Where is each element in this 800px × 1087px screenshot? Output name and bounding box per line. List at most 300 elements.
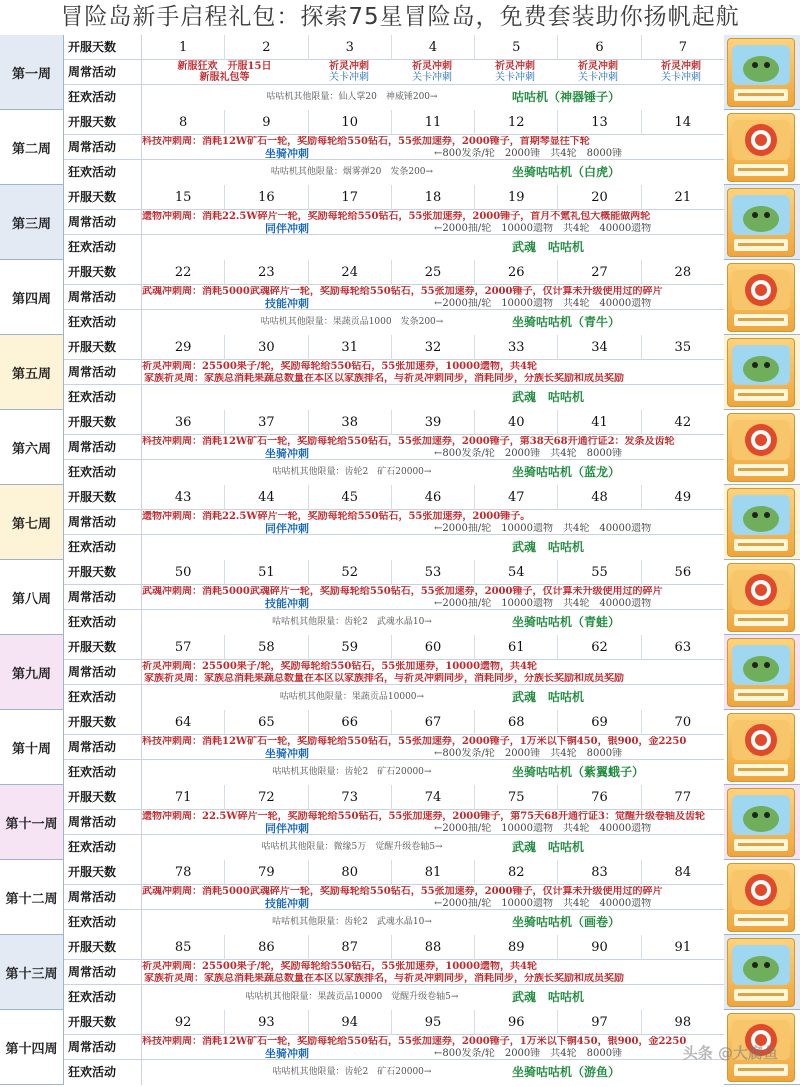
- weekly-sub-activity: 家族祈灵周：家族总消耗果蔬总数量在本区以家族排名，与祈灵冲刺同步，消耗同步，分族长奖励和成员奖励: [144, 673, 624, 684]
- sprint-box-bottom: 关卡冲刺: [412, 72, 452, 83]
- weekly-sub-activity: 技能冲刺: [265, 598, 309, 610]
- day-number: 48: [558, 485, 641, 510]
- weekly-activity-text: 科技冲刺周：消耗12W矿石一轮，奖励每轮给550钻石，55张加速券，2000锤子，1万米以下铜450，银900，金2250: [142, 1036, 687, 1047]
- sprint-box-bottom: 关卡冲刺: [578, 72, 618, 83]
- day-number: 11: [392, 110, 475, 135]
- day-number: 6: [558, 35, 641, 60]
- reward-card-thumbnail: [727, 563, 795, 632]
- week-label: 第十四周: [0, 1010, 64, 1085]
- week-label: 第十二周: [0, 860, 64, 935]
- carnival-machine: 武魂 咕咕机: [512, 690, 585, 704]
- carnival-machine: 坐骑咕咕机（青蛙）: [512, 615, 621, 629]
- carnival-row: [64, 160, 724, 185]
- carnival-row: [64, 235, 724, 260]
- row-label-carnival: 狂欢活动: [64, 610, 142, 635]
- row-label-carnival: 狂欢活动: [64, 160, 142, 185]
- weekly-sub-activity: 同伴冲刺: [265, 823, 309, 835]
- page-title: 冒险岛新手启程礼包：探索75星冒险岛，免费套装助你扬帆起航: [60, 4, 740, 30]
- row-label-carnival: 狂欢活动: [64, 85, 142, 110]
- days-row: [64, 485, 724, 510]
- row-label-weekly: 周常活动: [64, 510, 142, 535]
- carnival-limited-items: 咕咕机其他限量：齿轮2 矿石20000→: [272, 767, 432, 777]
- row-label-days: 开服天数: [64, 635, 142, 660]
- week-block: [0, 410, 800, 485]
- day-number: 92: [142, 1010, 225, 1035]
- weekly-activity-text: 遗物冲刺周：22.5W碎片一轮，奖励每轮给550钻石，55张加速券，2000锤子，第75天68开通行证3：觉醒升级卷轴及齿轮: [142, 811, 705, 822]
- row-label-carnival: 狂欢活动: [64, 1060, 142, 1085]
- day-number: 47: [475, 485, 558, 510]
- day-number: 86: [225, 935, 308, 960]
- row-label-carnival: 狂欢活动: [64, 310, 142, 335]
- day-number: 41: [558, 410, 641, 435]
- artifact-ring-icon: [728, 714, 794, 781]
- weekly-reward-note: ←800发条/轮 2000锤 共4轮 8000锤: [434, 1048, 623, 1059]
- weekly-activity-text: 祈灵冲刺周：25500果子/轮，奖励每轮给550钻石，55张加速券，10000遗物，共4轮: [142, 361, 537, 372]
- sprint-box: [391, 61, 473, 84]
- weekly-activity-text: 武魂冲刺周：消耗5000武魂碎片一轮，奖励每轮给550钻石，55张加速券，2000锤子，仅计算未升级使用过的碎片: [142, 286, 663, 297]
- day-number: 36: [142, 410, 225, 435]
- day-number: 14: [674, 115, 692, 130]
- row-label-days: 开服天数: [64, 335, 142, 360]
- day-number: 27: [558, 260, 641, 285]
- carnival-machine: 武魂 咕咕机: [512, 390, 585, 404]
- days-row: [64, 710, 724, 735]
- week-block: [0, 560, 800, 635]
- launch-event-line: 新服狂欢 开服15日: [177, 61, 272, 72]
- day-number: 93: [225, 1010, 308, 1035]
- day-number: 55: [558, 560, 641, 585]
- day-number: 5: [475, 35, 558, 60]
- weekly-activity-row: [64, 510, 724, 535]
- reward-card-thumbnail: [727, 938, 795, 1007]
- row-label-days: 开服天数: [64, 785, 142, 810]
- weekly-sub-activity: 坐骑冲刺: [265, 448, 309, 460]
- row-label-carnival: 狂欢活动: [64, 535, 142, 560]
- week-label: 第十一周: [0, 785, 64, 860]
- artifact-ring-icon: [728, 414, 794, 481]
- weekly-sub-activity: 技能冲刺: [265, 898, 309, 910]
- day-number: 87: [309, 935, 392, 960]
- day-number: 51: [225, 560, 308, 585]
- weekly-activity-text: 科技冲刺周：消耗12W矿石一轮，奖励每轮给550钻石，55张加速券，2000锤子，1万米以下铜450，银900，金2250: [142, 736, 687, 747]
- weekly-activity-row: [64, 735, 724, 760]
- day-number: 98: [674, 1015, 692, 1030]
- carnival-row: [64, 835, 724, 860]
- week-label: 第一周: [0, 35, 64, 110]
- reward-card-thumbnail: [727, 38, 795, 107]
- reward-card-thumbnail: [727, 263, 795, 332]
- reward-card-thumbnail: [727, 713, 795, 782]
- week-block: [0, 260, 800, 335]
- weekly-sub-activity: 技能冲刺: [265, 298, 309, 310]
- weekly-sub-activity: 坐骑冲刺: [265, 1048, 309, 1060]
- reward-card-thumbnail: [727, 188, 795, 257]
- carnival-limited-items: [202, 385, 502, 410]
- day-number: 38: [309, 410, 392, 435]
- days-row: [64, 35, 724, 60]
- carnival-limited-items: 咕咕机其他限量：齿轮2 武魂水晶10→: [272, 917, 432, 927]
- row-label-carnival: 狂欢活动: [64, 235, 142, 260]
- mount-creature-icon: [728, 189, 794, 256]
- weekly-activity-text: 遗物冲刺周：消耗22.5W碎片一轮，奖励每轮给550钻石，55张加速券，2000锤子，首月不氪礼包大概能做两轮: [142, 211, 651, 222]
- weekly-activity-row: [64, 360, 724, 385]
- launch-event: [142, 61, 307, 84]
- sprint-box-top: 祈灵冲刺: [661, 61, 701, 72]
- reward-card-thumbnail: [727, 488, 795, 557]
- row-label-weekly: 周常活动: [64, 810, 142, 835]
- carnival-machine: 咕咕机（神器锤子）: [512, 90, 621, 104]
- weekly-activity-row: [64, 135, 724, 160]
- weekly-sub-activity: 同伴冲刺: [265, 523, 309, 535]
- weekly-activity-row: [64, 210, 724, 235]
- row-label-weekly: 周常活动: [64, 885, 142, 910]
- day-number: 49: [674, 490, 692, 505]
- weekly-activity-text: 科技冲刺周：消耗12W矿石一轮，奖励每轮给550钻石，55张加速券，2000锤子，首期琴显往下轮: [142, 136, 590, 147]
- row-label-weekly: 周常活动: [64, 585, 142, 610]
- weekly-activity-text: 武魂冲刺周：消耗5000武魂碎片一轮，奖励每轮给550钻石，55张加速券，2000锤子，仅计算未升级使用过的碎片: [142, 886, 663, 897]
- week-block: [0, 110, 800, 185]
- day-number: 95: [392, 1010, 475, 1035]
- row-label-weekly: 周常活动: [64, 60, 142, 85]
- day-number: 25: [392, 260, 475, 285]
- row-label-weekly: 周常活动: [64, 210, 142, 235]
- day-number: 72: [225, 785, 308, 810]
- day-number: 24: [309, 260, 392, 285]
- row-label-days: 开服天数: [64, 110, 142, 135]
- row-label-days: 开服天数: [64, 260, 142, 285]
- row-label-weekly: 周常活动: [64, 960, 142, 985]
- day-number: 40: [475, 410, 558, 435]
- day-number: 19: [475, 185, 558, 210]
- weekly-activity-row: [64, 885, 724, 910]
- day-number: 73: [309, 785, 392, 810]
- reward-card-thumbnail: [727, 863, 795, 932]
- weekly-reward-note: ←2000抽/轮 10000遗物 共4轮 40000遗物: [434, 898, 652, 909]
- carnival-row: [64, 535, 724, 560]
- day-number: 4: [392, 35, 475, 60]
- weekly-activity-row: [64, 585, 724, 610]
- row-label-days: 开服天数: [64, 560, 142, 585]
- sprint-box-top: 祈灵冲刺: [495, 61, 535, 72]
- weekly-reward-note: ←2000抽/轮 10000遗物 共4轮 40000遗物: [434, 223, 652, 234]
- day-number: 70: [674, 715, 692, 730]
- week-label: 第八周: [0, 560, 64, 635]
- day-number: 61: [475, 635, 558, 660]
- day-number: 68: [475, 710, 558, 735]
- day-number: 15: [142, 185, 225, 210]
- sprint-box: [640, 61, 722, 84]
- week-label: 第二周: [0, 110, 64, 185]
- row-label-weekly: 周常活动: [64, 735, 142, 760]
- row-label-carnival: 狂欢活动: [64, 985, 142, 1010]
- carnival-row: [64, 610, 724, 635]
- day-number: 9: [225, 110, 308, 135]
- week-block: [0, 485, 800, 560]
- row-label-days: 开服天数: [64, 935, 142, 960]
- weekly-reward-note: ←800发条/轮 2000锤 共4轮 8000锤: [434, 148, 623, 159]
- week-label: 第七周: [0, 485, 64, 560]
- reward-card-thumbnail: [727, 338, 795, 407]
- carnival-row: [64, 385, 724, 410]
- row-label-carnival: 狂欢活动: [64, 685, 142, 710]
- carnival-machine: 武魂 咕咕机: [512, 840, 585, 854]
- week-label: 第四周: [0, 260, 64, 335]
- carnival-limited-items: 咕咕机其他限量：果蔬贡品10000 觉醒升级卷轴5→: [245, 992, 459, 1002]
- carnival-row: [64, 685, 724, 710]
- day-number: 91: [674, 940, 692, 955]
- week-label: 第六周: [0, 410, 64, 485]
- day-number: 29: [142, 335, 225, 360]
- weekly-sub-activity: 坐骑冲刺: [265, 148, 309, 160]
- carnival-row: [64, 85, 724, 110]
- row-label-days: 开服天数: [64, 35, 142, 60]
- weekly-activity-text: 祈灵冲刺周：25500果子/轮，奖励每轮给550钻石，55张加速券，10000遗物，共4轮: [142, 961, 537, 972]
- day-number: 2: [225, 35, 308, 60]
- row-label-carnival: 狂欢活动: [64, 385, 142, 410]
- day-number: 59: [309, 635, 392, 660]
- carnival-machine: 坐骑咕咕机（游鱼）: [512, 1065, 621, 1079]
- day-number: 30: [225, 335, 308, 360]
- carnival-machine: 武魂 咕咕机: [512, 240, 585, 254]
- carnival-machine: 武魂 咕咕机: [512, 540, 585, 554]
- weekly-sub-activity: 家族祈灵周：家族总消耗果蔬总数量在本区以家族排名，与祈灵冲刺同步，消耗同步，分族长奖励和成员奖励: [144, 973, 624, 984]
- days-row: [64, 185, 724, 210]
- day-number: 13: [558, 110, 641, 135]
- day-number: 23: [225, 260, 308, 285]
- day-number: 89: [475, 935, 558, 960]
- day-number: 94: [309, 1010, 392, 1035]
- day-number: 21: [674, 190, 692, 205]
- day-number: 90: [558, 935, 641, 960]
- carnival-limited-items: 咕咕机其他限量：果蔬贡品1000 发条200→: [260, 317, 444, 327]
- week-label: 第九周: [0, 635, 64, 710]
- day-number: 66: [309, 710, 392, 735]
- week-block: [0, 785, 800, 860]
- day-number: 56: [674, 565, 692, 580]
- weekly-activity-row: [64, 285, 724, 310]
- day-number: 26: [475, 260, 558, 285]
- carnival-row: [64, 310, 724, 335]
- day-number: 20: [558, 185, 641, 210]
- day-number: 33: [475, 335, 558, 360]
- day-number: 82: [475, 860, 558, 885]
- weekly-reward-note: ←800发条/轮 2000锤 共4轮 8000锤: [434, 748, 623, 759]
- day-number: 57: [142, 635, 225, 660]
- row-label-weekly: 周常活动: [64, 660, 142, 685]
- sprint-box-bottom: 关卡冲刺: [661, 72, 701, 83]
- carnival-machine: 武魂 咕咕机: [512, 990, 585, 1004]
- carnival-machine: 坐骑咕咕机（蓝龙）: [512, 465, 621, 479]
- reward-card-thumbnail: [727, 788, 795, 857]
- artifact-ring-icon: [728, 864, 794, 931]
- day-number: 34: [558, 335, 641, 360]
- carnival-limited-items: 咕咕机其他限量：仙人掌20 神威锤200→: [266, 92, 438, 102]
- weekly-activity-text: 武魂冲刺周：消耗5000武魂碎片一轮，奖励每轮给550钻石，55张加速券，2000锤子，仅计算未升级使用过的碎片: [142, 586, 663, 597]
- days-row: [64, 935, 724, 960]
- sprint-box-top: 祈灵冲刺: [578, 61, 618, 72]
- day-number: 35: [674, 340, 692, 355]
- carnival-machine: 坐骑咕咕机（白虎）: [512, 165, 621, 179]
- carnival-row: [64, 910, 724, 935]
- days-row: [64, 335, 724, 360]
- carnival-limited-items: 咕咕机其他限量：齿轮2 武魂水晶10→: [272, 617, 432, 627]
- day-number: 10: [309, 110, 392, 135]
- day-number: 22: [142, 260, 225, 285]
- weekly-reward-note: ←2000抽/轮 10000遗物 共4轮 40000遗物: [434, 523, 652, 534]
- sprint-box: [474, 61, 556, 84]
- week-block: [0, 35, 800, 110]
- day-number: 18: [392, 185, 475, 210]
- carnival-limited-items: [202, 235, 502, 260]
- day-number: 85: [142, 935, 225, 960]
- weekly-schedule-table: [0, 35, 800, 1085]
- weekly-activity-row: [64, 1035, 724, 1060]
- weekly-sub-activity: 家族祈灵周：家族总消耗果蔬总数量在本区以家族排名，与祈灵冲刺同步，消耗同步，分族长奖励和成员奖励: [144, 373, 624, 384]
- day-number: 7: [678, 40, 687, 55]
- carnival-limited-items: [202, 535, 502, 560]
- day-number: 60: [392, 635, 475, 660]
- artifact-ring-icon: [728, 264, 794, 331]
- weekly-reward-note: ←2000抽/轮 10000遗物 共4轮 40000遗物: [434, 598, 652, 609]
- row-label-carnival: 狂欢活动: [64, 760, 142, 785]
- sprint-box: [308, 61, 390, 84]
- day-number: 42: [674, 415, 692, 430]
- day-number: 83: [558, 860, 641, 885]
- row-label-weekly: 周常活动: [64, 1035, 142, 1060]
- day-number: 88: [392, 935, 475, 960]
- carnival-row: [64, 460, 724, 485]
- day-number: 50: [142, 560, 225, 585]
- carnival-limited-items: 咕咕机其他限量：果蔬贡品10000→: [279, 692, 425, 702]
- carnival-machine: 坐骑咕咕机（紫翼蛾子）: [512, 765, 645, 779]
- row-label-carnival: 狂欢活动: [64, 910, 142, 935]
- day-number: 58: [225, 635, 308, 660]
- weekly-activity-text: 祈灵冲刺周：25500果子/轮，奖励每轮给550钻石，55张加速券，10000遗物，共4轮: [142, 661, 537, 672]
- row-label-days: 开服天数: [64, 1010, 142, 1035]
- day-number: 17: [309, 185, 392, 210]
- day-number: 96: [475, 1010, 558, 1035]
- carnival-row: [64, 1060, 724, 1085]
- week-block: [0, 710, 800, 785]
- week-block: [0, 860, 800, 935]
- weekly-activity-row: [64, 810, 724, 835]
- row-label-weekly: 周常活动: [64, 285, 142, 310]
- week-block: [0, 635, 800, 710]
- row-label-carnival: 狂欢活动: [64, 460, 142, 485]
- day-number: 69: [558, 710, 641, 735]
- carnival-limited-items: 咕咕机其他限量：齿轮2 矿石20000→: [272, 467, 432, 477]
- day-number: 43: [142, 485, 225, 510]
- artifact-ring-icon: [728, 114, 794, 181]
- day-number: 67: [392, 710, 475, 735]
- days-row: [64, 1010, 724, 1035]
- reward-card-thumbnail: [727, 413, 795, 482]
- mount-creature-icon: [728, 339, 794, 406]
- day-number: 3: [309, 35, 392, 60]
- mount-creature-icon: [728, 789, 794, 856]
- weekly-activity-row: [64, 660, 724, 685]
- days-row: [64, 260, 724, 285]
- sprint-box-top: 祈灵冲刺: [412, 61, 452, 72]
- carnival-limited-items: 咕咕机其他限量：烟雾弹20 发条200→: [270, 167, 434, 177]
- day-number: 54: [475, 560, 558, 585]
- day-number: 71: [142, 785, 225, 810]
- carnival-machine: 坐骑咕咕机（画卷）: [512, 915, 621, 929]
- reward-card-thumbnail: [727, 113, 795, 182]
- day-number: 12: [475, 110, 558, 135]
- days-row: [64, 560, 724, 585]
- mount-creature-icon: [728, 39, 794, 106]
- row-label-days: 开服天数: [64, 185, 142, 210]
- week-block: [0, 935, 800, 1010]
- mount-creature-icon: [728, 639, 794, 706]
- week-label: 第三周: [0, 185, 64, 260]
- row-label-days: 开服天数: [64, 410, 142, 435]
- weekly-reward-note: ←2000抽/轮 10000遗物 共4轮 40000遗物: [434, 823, 652, 834]
- day-number: 63: [674, 640, 692, 655]
- carnival-limited-items: 咕咕机其他限量：齿轮2 矿石20000→: [272, 1067, 432, 1077]
- day-number: 97: [558, 1010, 641, 1035]
- day-number: 16: [225, 185, 308, 210]
- day-number: 75: [475, 785, 558, 810]
- days-row: [64, 110, 724, 135]
- week-label: 第十周: [0, 710, 64, 785]
- day-number: 8: [142, 110, 225, 135]
- weekly-reward-note: ←800发条/轮 2000锤 共4轮 8000锤: [434, 448, 623, 459]
- week-label: 第十三周: [0, 935, 64, 1010]
- weekly-activity-row: [64, 435, 724, 460]
- week-block: [0, 335, 800, 410]
- weekly-sub-activity: 同伴冲刺: [265, 223, 309, 235]
- day-number: 45: [309, 485, 392, 510]
- day-number: 76: [558, 785, 641, 810]
- day-number: 65: [225, 710, 308, 735]
- day-number: 78: [142, 860, 225, 885]
- day-number: 28: [674, 265, 692, 280]
- day-number: 79: [225, 860, 308, 885]
- day-number: 80: [309, 860, 392, 885]
- day-number: 74: [392, 785, 475, 810]
- day-number: 44: [225, 485, 308, 510]
- row-label-weekly: 周常活动: [64, 135, 142, 160]
- days-row: [64, 410, 724, 435]
- artifact-ring-icon: [728, 564, 794, 631]
- carnival-row: [64, 760, 724, 785]
- day-number: 53: [392, 560, 475, 585]
- watermark: 头条 @大腐鱼: [682, 1044, 778, 1062]
- day-number: 62: [558, 635, 641, 660]
- mount-creature-icon: [728, 939, 794, 1006]
- day-number: 52: [309, 560, 392, 585]
- row-label-days: 开服天数: [64, 485, 142, 510]
- day-number: 81: [392, 860, 475, 885]
- day-number: 31: [309, 335, 392, 360]
- row-label-days: 开服天数: [64, 860, 142, 885]
- weekly-activity-row: [64, 960, 724, 985]
- week-block: [0, 1010, 800, 1085]
- row-label-weekly: 周常活动: [64, 360, 142, 385]
- row-label-carnival: 狂欢活动: [64, 835, 142, 860]
- days-row: [64, 785, 724, 810]
- weekly-sub-activity: 坐骑冲刺: [265, 748, 309, 760]
- mount-creature-icon: [728, 489, 794, 556]
- sprint-box-bottom: 关卡冲刺: [329, 72, 369, 83]
- weekly-reward-note: ←2000抽/轮 10000遗物 共4轮 40000遗物: [434, 298, 652, 309]
- row-label-weekly: 周常活动: [64, 435, 142, 460]
- week-block: [0, 185, 800, 260]
- carnival-limited-items: 咕咕机其他限量：微缘5万 觉醒升级卷轴5→: [261, 842, 443, 852]
- weekly-activity-text: 遗物冲刺周：消耗22.5W碎片一轮，奖励每轮给550钻石，55张加速券，2000锤子。: [142, 511, 531, 522]
